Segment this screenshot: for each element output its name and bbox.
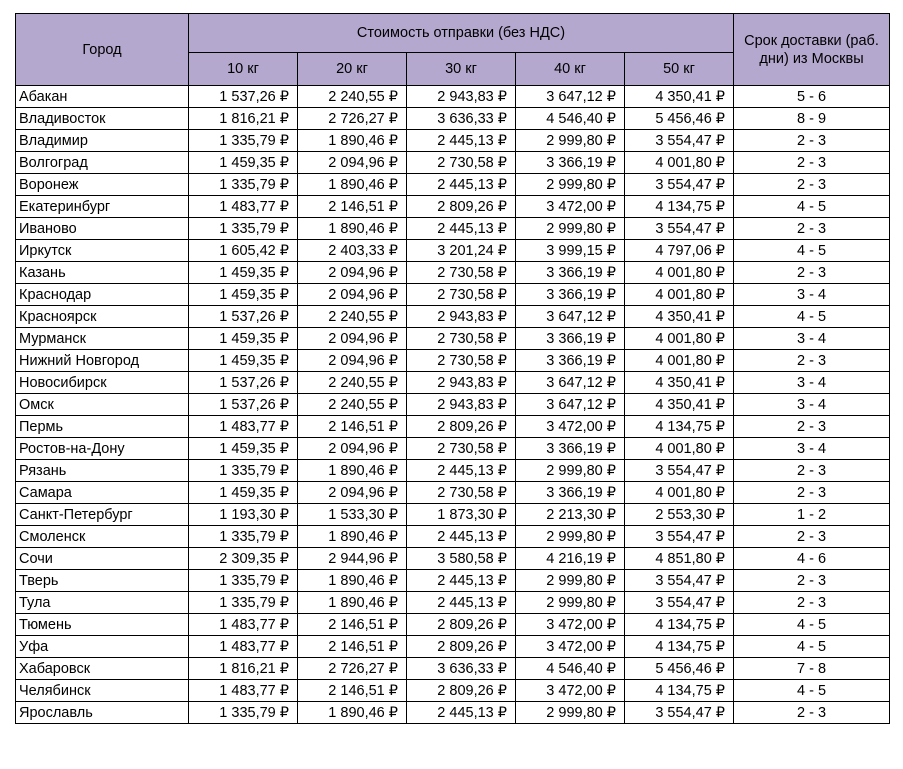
city-cell: Тюмень <box>16 614 189 636</box>
delivery-days-cell: 2 - 3 <box>734 174 890 196</box>
price-cell: 2 730,58 ₽ <box>407 284 516 306</box>
price-cell: 3 580,58 ₽ <box>407 548 516 570</box>
price-cell: 3 554,47 ₽ <box>625 460 734 482</box>
price-cell: 1 890,46 ₽ <box>298 460 407 482</box>
price-cell: 1 537,26 ₽ <box>189 306 298 328</box>
price-cell: 3 472,00 ₽ <box>516 416 625 438</box>
delivery-days-cell: 3 - 4 <box>734 394 890 416</box>
delivery-days-cell: 2 - 3 <box>734 482 890 504</box>
price-cell: 1 459,35 ₽ <box>189 438 298 460</box>
delivery-days-cell: 2 - 3 <box>734 702 890 724</box>
price-cell: 2 999,80 ₽ <box>516 570 625 592</box>
city-cell: Пермь <box>16 416 189 438</box>
price-cell: 1 459,35 ₽ <box>189 262 298 284</box>
price-cell: 4 797,06 ₽ <box>625 240 734 262</box>
table-row <box>16 350 890 372</box>
price-cell: 2 240,55 ₽ <box>298 372 407 394</box>
cost-group-header: Стоимость отправки (без НДС) <box>189 14 734 53</box>
price-cell: 1 537,26 ₽ <box>189 394 298 416</box>
price-cell: 1 459,35 ₽ <box>189 328 298 350</box>
delivery-days-cell: 2 - 3 <box>734 152 890 174</box>
price-cell: 2 146,51 ₽ <box>298 636 407 658</box>
city-cell: Екатеринбург <box>16 196 189 218</box>
price-cell: 4 134,75 ₽ <box>625 614 734 636</box>
price-cell: 1 483,77 ₽ <box>189 196 298 218</box>
price-cell: 2 999,80 ₽ <box>516 702 625 724</box>
delivery-days-cell: 8 - 9 <box>734 108 890 130</box>
delivery-days-cell: 2 - 3 <box>734 218 890 240</box>
price-cell: 3 554,47 ₽ <box>625 570 734 592</box>
city-cell: Тверь <box>16 570 189 592</box>
price-cell: 1 890,46 ₽ <box>298 592 407 614</box>
price-cell: 3 472,00 ₽ <box>516 636 625 658</box>
price-cell: 2 999,80 ₽ <box>516 174 625 196</box>
price-cell: 2 726,27 ₽ <box>298 658 407 680</box>
price-cell: 1 483,77 ₽ <box>189 636 298 658</box>
weight-header-10: 10 кг <box>189 53 298 86</box>
delivery-days-cell: 4 - 5 <box>734 680 890 702</box>
price-cell: 2 213,30 ₽ <box>516 504 625 526</box>
table-row <box>16 416 890 438</box>
delivery-days-cell: 3 - 4 <box>734 328 890 350</box>
city-cell: Абакан <box>16 86 189 108</box>
price-cell: 2 553,30 ₽ <box>625 504 734 526</box>
price-cell: 2 943,83 ₽ <box>407 86 516 108</box>
weight-header-20: 20 кг <box>298 53 407 86</box>
price-cell: 2 094,96 ₽ <box>298 284 407 306</box>
delivery-days-cell: 2 - 3 <box>734 570 890 592</box>
price-cell: 4 350,41 ₽ <box>625 372 734 394</box>
price-cell: 1 193,30 ₽ <box>189 504 298 526</box>
price-cell: 2 240,55 ₽ <box>298 394 407 416</box>
price-cell: 3 554,47 ₽ <box>625 702 734 724</box>
weight-header-50: 50 кг <box>625 53 734 86</box>
price-cell: 1 890,46 ₽ <box>298 702 407 724</box>
price-cell: 2 445,13 ₽ <box>407 174 516 196</box>
table-row <box>16 680 890 702</box>
price-cell: 1 890,46 ₽ <box>298 130 407 152</box>
price-cell: 2 240,55 ₽ <box>298 306 407 328</box>
price-cell: 1 459,35 ₽ <box>189 350 298 372</box>
price-cell: 1 335,79 ₽ <box>189 218 298 240</box>
delivery-days-cell: 7 - 8 <box>734 658 890 680</box>
price-cell: 2 730,58 ₽ <box>407 482 516 504</box>
city-cell: Владивосток <box>16 108 189 130</box>
price-cell: 1 816,21 ₽ <box>189 108 298 130</box>
table-row <box>16 218 890 240</box>
price-cell: 1 873,30 ₽ <box>407 504 516 526</box>
city-cell: Волгоград <box>16 152 189 174</box>
price-cell: 3 472,00 ₽ <box>516 680 625 702</box>
price-cell: 1 890,46 ₽ <box>298 218 407 240</box>
price-cell: 4 546,40 ₽ <box>516 108 625 130</box>
price-cell: 2 943,83 ₽ <box>407 306 516 328</box>
delivery-days-cell: 2 - 3 <box>734 526 890 548</box>
delivery-days-cell: 2 - 3 <box>734 350 890 372</box>
weight-header-30: 30 кг <box>407 53 516 86</box>
price-cell: 2 403,33 ₽ <box>298 240 407 262</box>
price-cell: 3 366,19 ₽ <box>516 262 625 284</box>
price-cell: 1 335,79 ₽ <box>189 592 298 614</box>
delivery-days-cell: 4 - 5 <box>734 240 890 262</box>
price-cell: 1 335,79 ₽ <box>189 702 298 724</box>
table-row <box>16 130 890 152</box>
price-cell: 4 350,41 ₽ <box>625 394 734 416</box>
price-cell: 2 445,13 ₽ <box>407 592 516 614</box>
delivery-days-cell: 3 - 4 <box>734 284 890 306</box>
price-cell: 2 809,26 ₽ <box>407 416 516 438</box>
table-row <box>16 328 890 350</box>
city-cell: Казань <box>16 262 189 284</box>
price-cell: 2 146,51 ₽ <box>298 614 407 636</box>
price-cell: 2 094,96 ₽ <box>298 350 407 372</box>
city-cell: Мурманск <box>16 328 189 350</box>
delivery-days-cell: 4 - 5 <box>734 306 890 328</box>
price-cell: 1 335,79 ₽ <box>189 570 298 592</box>
price-cell: 5 456,46 ₽ <box>625 108 734 130</box>
price-cell: 1 335,79 ₽ <box>189 460 298 482</box>
price-cell: 3 554,47 ₽ <box>625 592 734 614</box>
price-cell: 4 001,80 ₽ <box>625 482 734 504</box>
price-cell: 2 809,26 ₽ <box>407 636 516 658</box>
price-cell: 2 445,13 ₽ <box>407 570 516 592</box>
city-cell: Самара <box>16 482 189 504</box>
price-cell: 3 472,00 ₽ <box>516 196 625 218</box>
table-row <box>16 108 890 130</box>
price-cell: 3 201,24 ₽ <box>407 240 516 262</box>
price-cell: 2 730,58 ₽ <box>407 328 516 350</box>
city-cell: Омск <box>16 394 189 416</box>
header-row-top <box>16 14 890 53</box>
city-cell: Красноярск <box>16 306 189 328</box>
price-cell: 4 134,75 ₽ <box>625 680 734 702</box>
table-row <box>16 570 890 592</box>
table-body <box>16 86 890 724</box>
price-cell: 2 445,13 ₽ <box>407 218 516 240</box>
price-cell: 2 094,96 ₽ <box>298 482 407 504</box>
price-cell: 2 445,13 ₽ <box>407 526 516 548</box>
table-row <box>16 504 890 526</box>
price-cell: 1 459,35 ₽ <box>189 284 298 306</box>
price-cell: 4 001,80 ₽ <box>625 262 734 284</box>
price-cell: 1 459,35 ₽ <box>189 482 298 504</box>
price-cell: 2 094,96 ₽ <box>298 262 407 284</box>
price-cell: 2 146,51 ₽ <box>298 416 407 438</box>
table-row <box>16 372 890 394</box>
price-cell: 1 335,79 ₽ <box>189 174 298 196</box>
price-cell: 3 472,00 ₽ <box>516 614 625 636</box>
table-row <box>16 526 890 548</box>
table-row <box>16 636 890 658</box>
delivery-days-cell: 4 - 6 <box>734 548 890 570</box>
price-cell: 2 999,80 ₽ <box>516 592 625 614</box>
table-row <box>16 438 890 460</box>
price-cell: 2 730,58 ₽ <box>407 350 516 372</box>
price-cell: 1 537,26 ₽ <box>189 372 298 394</box>
delivery-days-cell: 2 - 3 <box>734 416 890 438</box>
price-cell: 1 890,46 ₽ <box>298 174 407 196</box>
delivery-days-cell: 2 - 3 <box>734 130 890 152</box>
city-cell: Воронеж <box>16 174 189 196</box>
table-row <box>16 306 890 328</box>
price-cell: 4 134,75 ₽ <box>625 196 734 218</box>
delivery-days-cell: 4 - 5 <box>734 196 890 218</box>
price-cell: 1 459,35 ₽ <box>189 152 298 174</box>
price-cell: 2 809,26 ₽ <box>407 196 516 218</box>
table-row <box>16 86 890 108</box>
price-cell: 1 890,46 ₽ <box>298 526 407 548</box>
price-cell: 2 240,55 ₽ <box>298 86 407 108</box>
table-row <box>16 460 890 482</box>
price-cell: 2 146,51 ₽ <box>298 196 407 218</box>
price-cell: 2 999,80 ₽ <box>516 218 625 240</box>
price-cell: 2 445,13 ₽ <box>407 130 516 152</box>
price-cell: 2 999,80 ₽ <box>516 526 625 548</box>
delivery-days-cell: 4 - 5 <box>734 614 890 636</box>
city-cell: Ростов-на-Дону <box>16 438 189 460</box>
price-cell: 4 546,40 ₽ <box>516 658 625 680</box>
price-cell: 4 350,41 ₽ <box>625 86 734 108</box>
price-cell: 2 943,83 ₽ <box>407 394 516 416</box>
price-cell: 3 554,47 ₽ <box>625 130 734 152</box>
price-cell: 4 851,80 ₽ <box>625 548 734 570</box>
price-cell: 3 636,33 ₽ <box>407 658 516 680</box>
city-cell: Уфа <box>16 636 189 658</box>
table-row <box>16 152 890 174</box>
price-cell: 1 533,30 ₽ <box>298 504 407 526</box>
price-cell: 3 366,19 ₽ <box>516 152 625 174</box>
price-cell: 2 094,96 ₽ <box>298 152 407 174</box>
price-cell: 3 554,47 ₽ <box>625 218 734 240</box>
delivery-days-cell: 5 - 6 <box>734 86 890 108</box>
price-cell: 1 890,46 ₽ <box>298 570 407 592</box>
price-cell: 3 636,33 ₽ <box>407 108 516 130</box>
weight-header-40: 40 кг <box>516 53 625 86</box>
price-cell: 1 605,42 ₽ <box>189 240 298 262</box>
city-cell: Иваново <box>16 218 189 240</box>
price-cell: 4 134,75 ₽ <box>625 416 734 438</box>
city-cell: Владимир <box>16 130 189 152</box>
delivery-days-cell: 2 - 3 <box>734 592 890 614</box>
city-cell: Санкт-Петербург <box>16 504 189 526</box>
city-cell: Ярославль <box>16 702 189 724</box>
price-cell: 4 001,80 ₽ <box>625 152 734 174</box>
delivery-days-cell: 3 - 4 <box>734 372 890 394</box>
price-cell: 4 001,80 ₽ <box>625 328 734 350</box>
table-row <box>16 482 890 504</box>
price-cell: 3 366,19 ₽ <box>516 328 625 350</box>
table-row <box>16 196 890 218</box>
table-row <box>16 284 890 306</box>
delivery-days-cell: 2 - 3 <box>734 262 890 284</box>
price-cell: 4 001,80 ₽ <box>625 350 734 372</box>
price-cell: 2 445,13 ₽ <box>407 460 516 482</box>
price-cell: 2 809,26 ₽ <box>407 614 516 636</box>
table-row <box>16 658 890 680</box>
price-cell: 1 335,79 ₽ <box>189 130 298 152</box>
price-cell: 2 944,96 ₽ <box>298 548 407 570</box>
price-cell: 2 445,13 ₽ <box>407 702 516 724</box>
price-cell: 1 816,21 ₽ <box>189 658 298 680</box>
price-cell: 1 335,79 ₽ <box>189 526 298 548</box>
price-cell: 2 943,83 ₽ <box>407 372 516 394</box>
table-row <box>16 174 890 196</box>
delivery-days-cell: 4 - 5 <box>734 636 890 658</box>
price-cell: 4 216,19 ₽ <box>516 548 625 570</box>
price-cell: 2 094,96 ₽ <box>298 438 407 460</box>
price-cell: 4 001,80 ₽ <box>625 438 734 460</box>
price-cell: 4 350,41 ₽ <box>625 306 734 328</box>
delivery-days-cell: 3 - 4 <box>734 438 890 460</box>
price-cell: 2 999,80 ₽ <box>516 460 625 482</box>
price-cell: 2 730,58 ₽ <box>407 438 516 460</box>
table-row <box>16 548 890 570</box>
price-cell: 1 483,77 ₽ <box>189 416 298 438</box>
price-cell: 4 134,75 ₽ <box>625 636 734 658</box>
price-cell: 3 366,19 ₽ <box>516 438 625 460</box>
table-row <box>16 592 890 614</box>
city-column-header: Город <box>16 14 189 86</box>
table-row <box>16 614 890 636</box>
city-cell: Сочи <box>16 548 189 570</box>
price-cell: 3 554,47 ₽ <box>625 526 734 548</box>
price-cell: 1 537,26 ₽ <box>189 86 298 108</box>
price-cell: 3 647,12 ₽ <box>516 306 625 328</box>
price-cell: 3 647,12 ₽ <box>516 372 625 394</box>
table-row <box>16 240 890 262</box>
price-cell: 5 456,46 ₽ <box>625 658 734 680</box>
city-cell: Хабаровск <box>16 658 189 680</box>
price-cell: 3 366,19 ₽ <box>516 482 625 504</box>
price-cell: 4 001,80 ₽ <box>625 284 734 306</box>
price-cell: 2 730,58 ₽ <box>407 262 516 284</box>
price-cell: 3 999,15 ₽ <box>516 240 625 262</box>
delivery-days-cell: 2 - 3 <box>734 460 890 482</box>
price-cell: 3 366,19 ₽ <box>516 284 625 306</box>
price-cell: 2 730,58 ₽ <box>407 152 516 174</box>
city-cell: Краснодар <box>16 284 189 306</box>
price-cell: 2 146,51 ₽ <box>298 680 407 702</box>
table-row <box>16 394 890 416</box>
city-cell: Смоленск <box>16 526 189 548</box>
price-cell: 3 647,12 ₽ <box>516 394 625 416</box>
price-cell: 1 483,77 ₽ <box>189 614 298 636</box>
city-cell: Тула <box>16 592 189 614</box>
price-cell: 2 726,27 ₽ <box>298 108 407 130</box>
price-cell: 3 647,12 ₽ <box>516 86 625 108</box>
price-cell: 1 483,77 ₽ <box>189 680 298 702</box>
city-cell: Нижний Новгород <box>16 350 189 372</box>
table-row <box>16 702 890 724</box>
delivery-column-header: Срок доставки (раб. дни) из Москвы <box>734 14 890 86</box>
price-cell: 2 094,96 ₽ <box>298 328 407 350</box>
city-cell: Иркутск <box>16 240 189 262</box>
price-cell: 3 366,19 ₽ <box>516 350 625 372</box>
price-cell: 2 999,80 ₽ <box>516 130 625 152</box>
price-cell: 2 309,35 ₽ <box>189 548 298 570</box>
city-cell: Челябинск <box>16 680 189 702</box>
table-row <box>16 262 890 284</box>
city-cell: Новосибирск <box>16 372 189 394</box>
city-cell: Рязань <box>16 460 189 482</box>
delivery-days-cell: 1 - 2 <box>734 504 890 526</box>
price-cell: 3 554,47 ₽ <box>625 174 734 196</box>
price-cell: 2 809,26 ₽ <box>407 680 516 702</box>
shipping-rates-table <box>15 13 890 724</box>
